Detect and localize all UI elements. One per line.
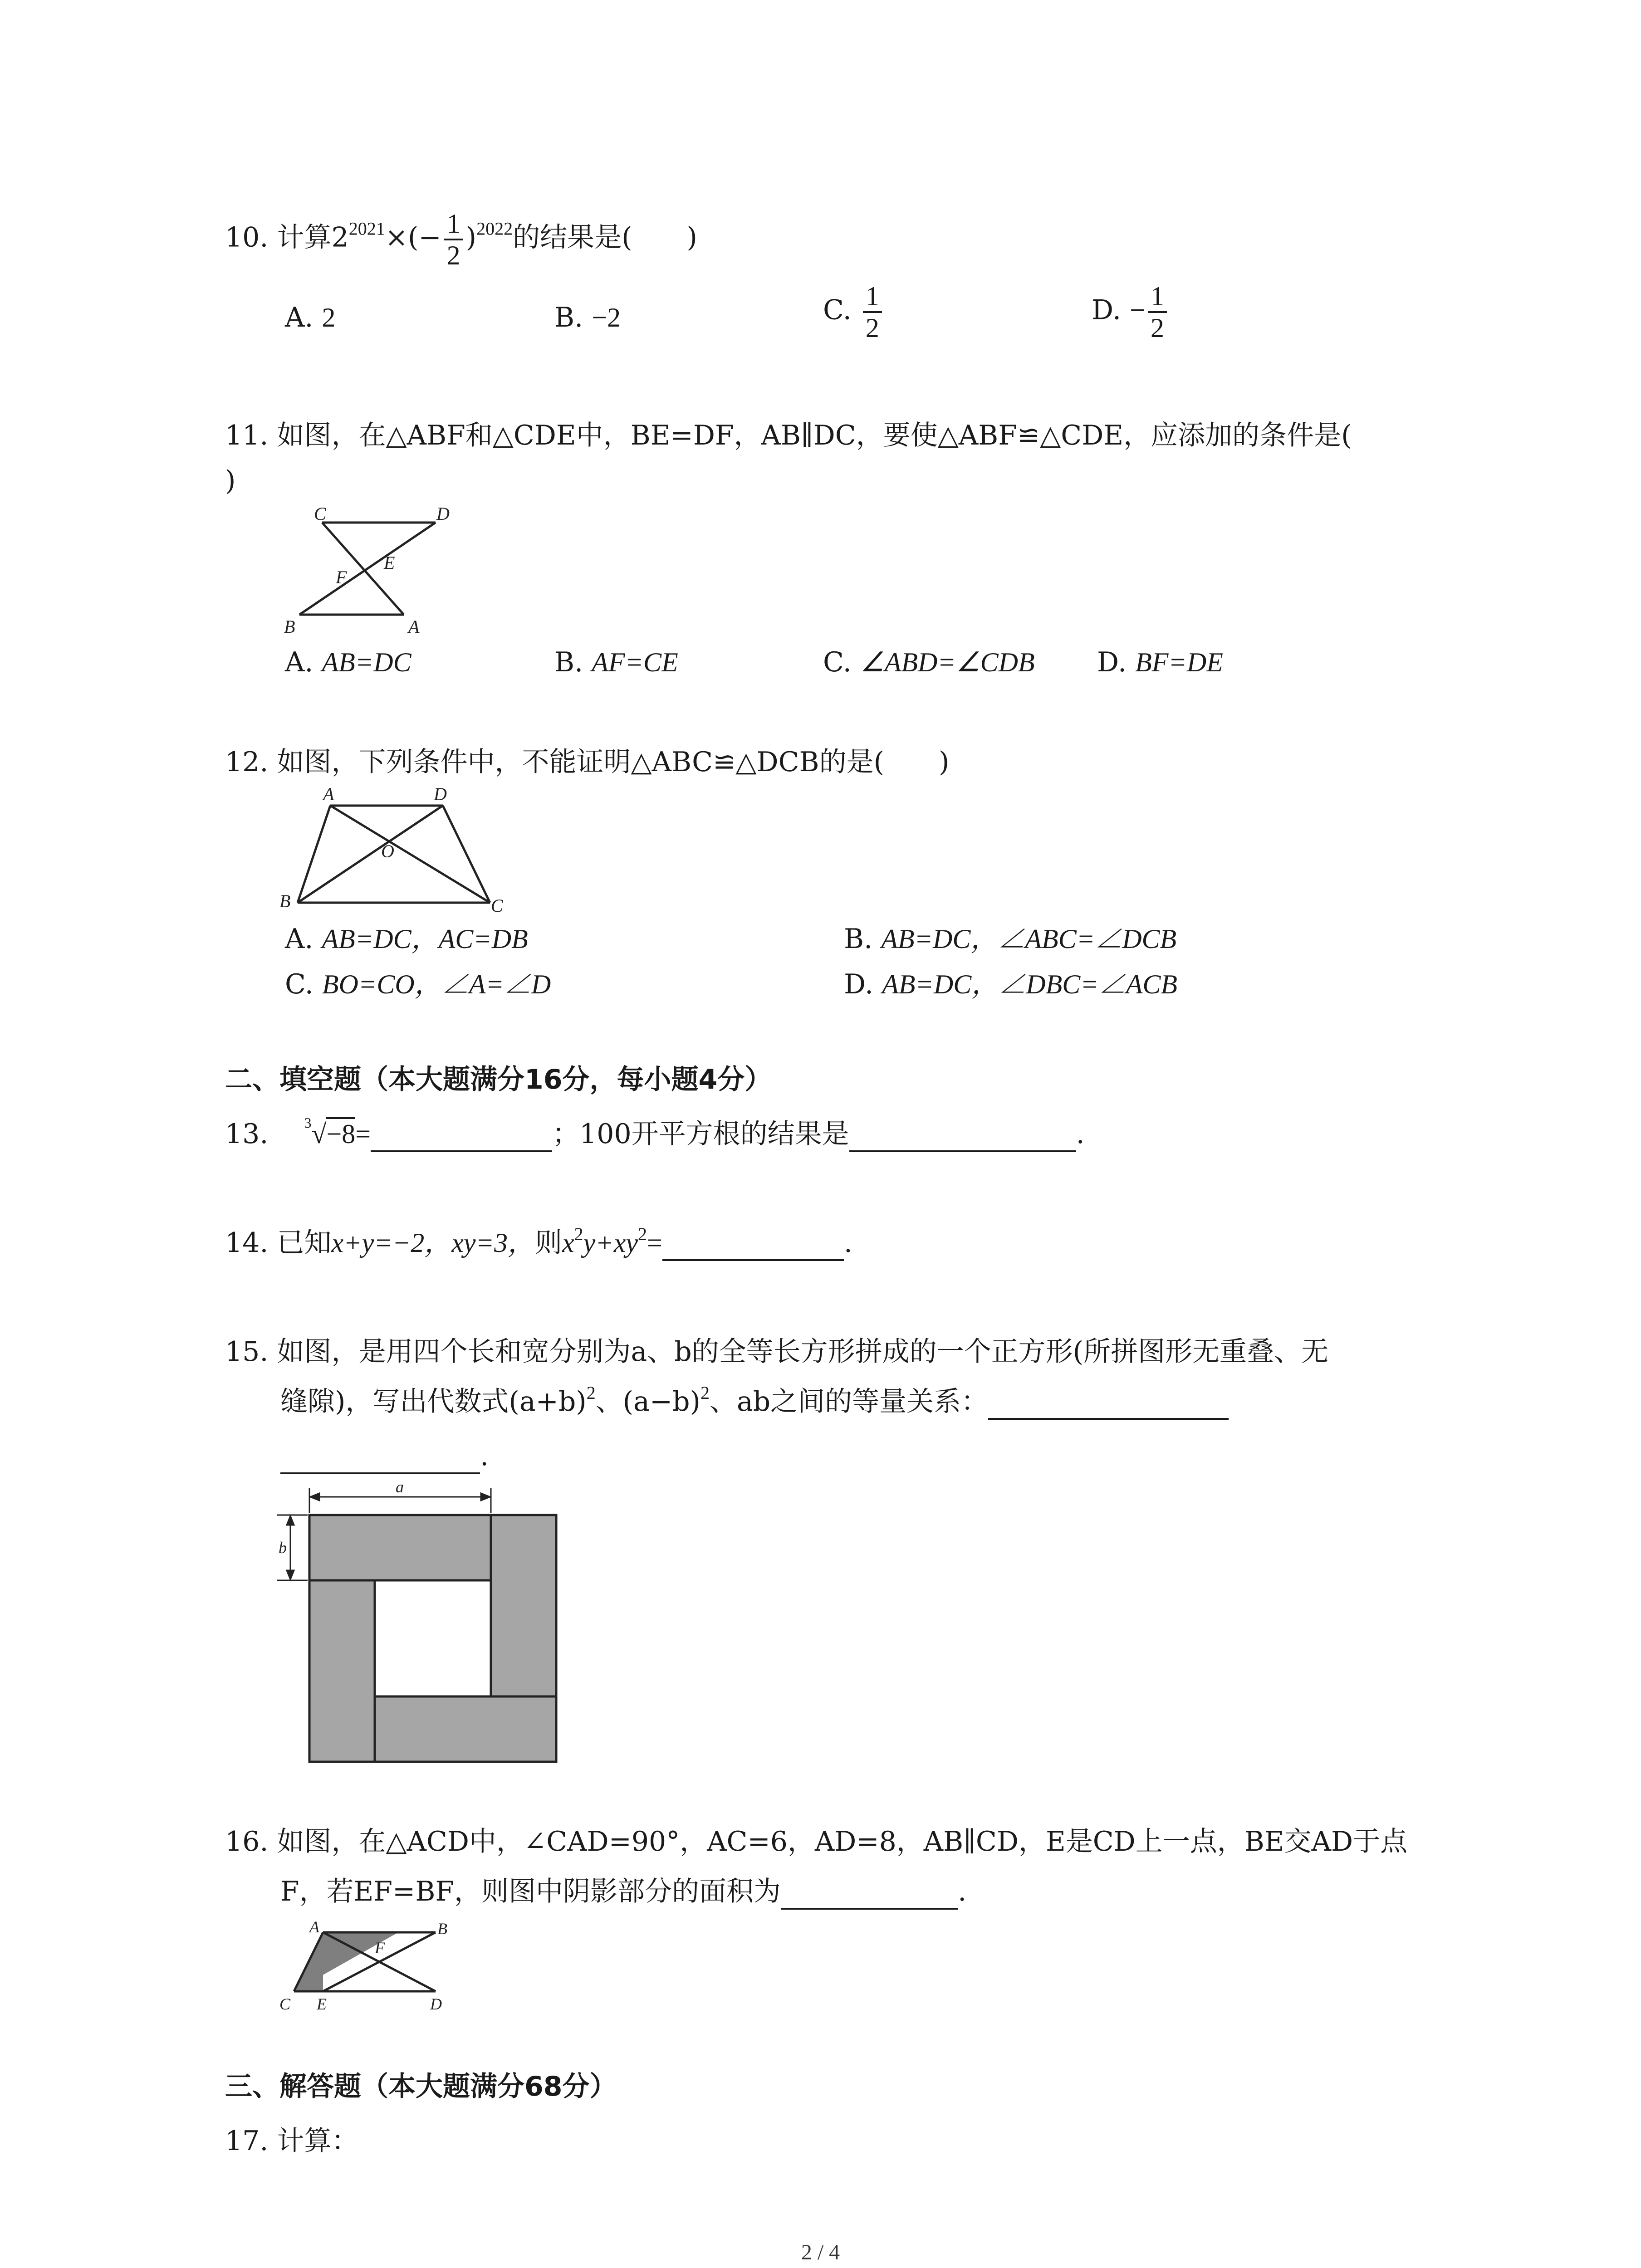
q11-label-f: F	[336, 567, 347, 587]
q14-blank[interactable]	[662, 1230, 844, 1261]
q10-option-b[interactable]: B. −2	[554, 302, 621, 333]
q10-fraction: $\frac{1}{2}$	[444, 209, 463, 270]
q16-label-d: D	[430, 1995, 442, 2013]
q15-label-a: a	[396, 1479, 404, 1496]
q12-label-o: O	[381, 841, 394, 861]
q15-blank-2[interactable]	[280, 1443, 480, 1474]
q11-option-b[interactable]: B. AF=CE	[554, 646, 678, 678]
q11-label-b: B	[284, 616, 295, 637]
q11-label-e: E	[384, 552, 395, 573]
q15-label-b: b	[279, 1539, 287, 1557]
q12-option-b[interactable]: B. AB=DC，∠ABC=∠DCB	[844, 923, 1177, 955]
q10-option-a[interactable]: A. 2	[285, 302, 336, 333]
q16-label-e: E	[317, 1995, 327, 2013]
q11-label-a: A	[408, 616, 420, 637]
q12-label-a: A	[323, 784, 334, 804]
q11-stem-close: )	[225, 465, 236, 497]
q15-stem-line2: 缝隙)，写出代数式$(a+b)^2$、$(a-b)^2$、ab之间的等量关系：	[280, 1383, 1229, 1420]
section-3-heading: 三、解答题（本大题满分68分）	[225, 2071, 617, 2102]
q10-number: 10.	[225, 221, 269, 254]
q16-figure	[272, 1919, 463, 2023]
q11-figure	[272, 503, 463, 640]
q11-label-d: D	[436, 503, 450, 524]
q16-label-f: F	[375, 1939, 385, 1957]
q14-stem: 14. 已知x+y=−2，xy=3，则$x^2y+xy^2=$ .	[225, 1225, 852, 1261]
q15-stem-line1: 15. 如图，是用四个长和宽分别为a、b的全等长方形拼成的一个正方形(所拼图形无重叠、无	[225, 1336, 1329, 1368]
q12-option-d[interactable]: D. AB=DC，∠DBC=∠ACB	[844, 968, 1178, 1000]
q15-blank-1[interactable]	[988, 1389, 1229, 1420]
q12-figure	[272, 780, 517, 921]
q13-blank-2[interactable]	[849, 1121, 1076, 1152]
q16-label-b: B	[437, 1920, 447, 1938]
q11-option-c[interactable]: C. ∠ABD=∠CDB	[823, 646, 1035, 678]
q12-stem: 12. 如图，下列条件中，不能证明△ABC≌△DCB的是( )	[225, 746, 950, 778]
q17-stem: 17. 计算：	[225, 2125, 359, 2157]
q16-label-c: C	[279, 1995, 291, 2013]
q15-blank-line: .	[280, 1438, 489, 1474]
q10-option-c[interactable]: C. $\frac{1}{2}$	[823, 281, 885, 343]
q12-label-c: C	[491, 895, 503, 916]
q16-blank[interactable]	[781, 1879, 958, 1910]
q11-stem: 11. 如图，在△ABF和△CDE中，BE=DF，AB∥DC，要使△ABF≌△CDE，应添加的条件是(	[225, 420, 1352, 451]
q10-stem: 10. 计算$2^{2021}\times(-$ $\frac{1}{2}$ )$^{2022}$的结果是( )	[225, 209, 697, 270]
q11-option-a[interactable]: A. AB=DC	[285, 646, 411, 678]
q12-option-c[interactable]: C. BO=CO，∠A=∠D	[285, 968, 551, 1000]
q13-stem: 13. $^3$√−8= ；100开平方根的结果是 .	[225, 1116, 1085, 1152]
q12-option-a[interactable]: A. AB=DC，AC=DB	[285, 923, 528, 955]
q11-option-d[interactable]: D. BF=DE	[1097, 646, 1223, 678]
q15-figure	[272, 1479, 572, 1769]
q16-stem-line2: F，若EF=BF，则图中阴影部分的面积为 .	[280, 1873, 966, 1910]
q10-option-d[interactable]: D. − $\frac{1}{2}$	[1092, 281, 1170, 343]
q13-blank-1[interactable]	[371, 1121, 552, 1152]
q11-label-c: C	[314, 503, 326, 524]
q12-label-d: D	[434, 784, 447, 804]
q12-label-b: B	[279, 891, 291, 911]
page-number: 2 / 4	[801, 2240, 840, 2264]
q16-stem-line1: 16. 如图，在△ACD中，∠CAD=90°，AC=6，AD=8，AB∥CD，E是CD上一点，BE交AD于点	[225, 1826, 1408, 1857]
q16-label-a: A	[309, 1919, 319, 1936]
section-2-heading: 二、填空题（本大题满分16分，每小题4分）	[225, 1064, 772, 1095]
